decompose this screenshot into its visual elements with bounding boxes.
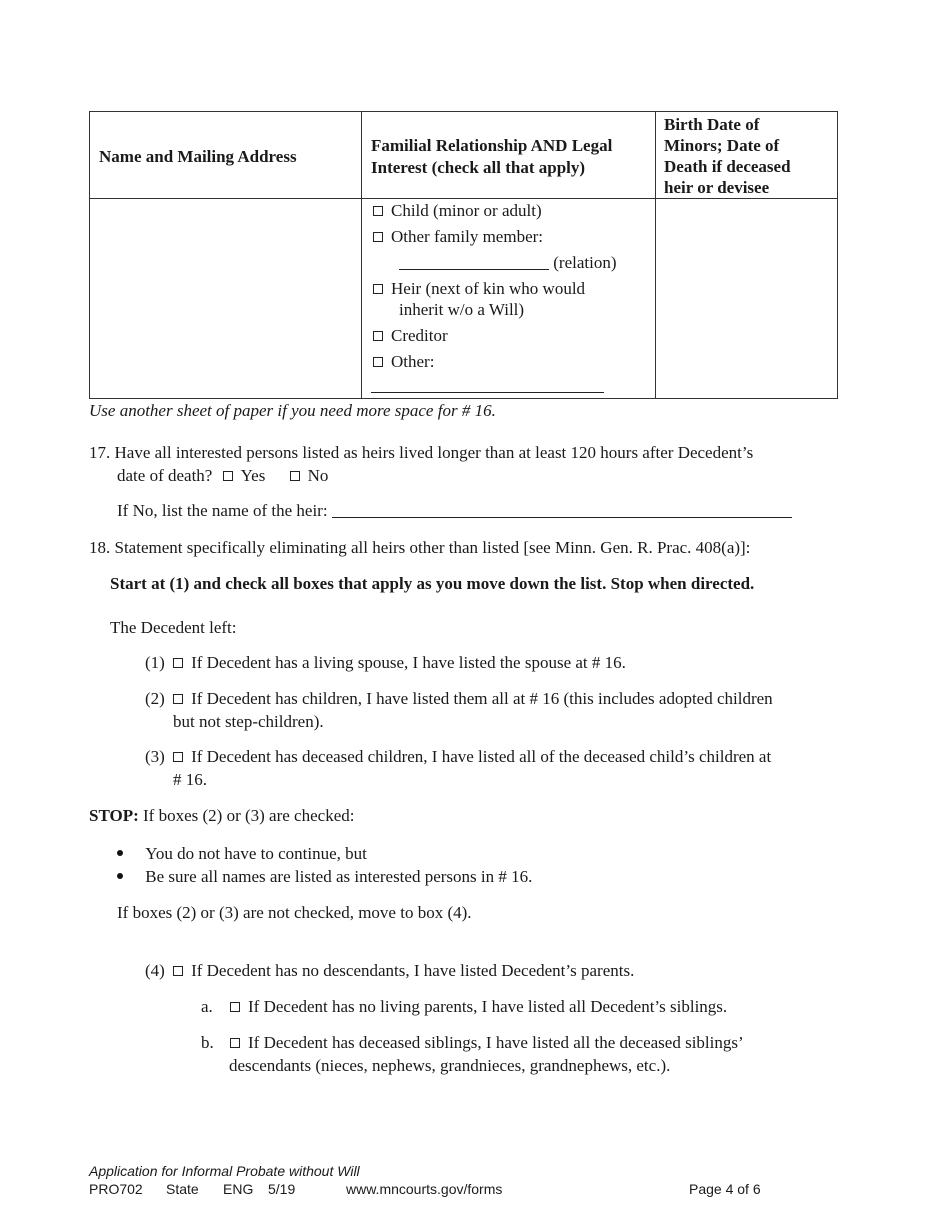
header-relationship-line1: Familial Relationship AND Legal xyxy=(371,136,613,155)
footer-version: 5/19 xyxy=(268,1181,296,1197)
item-3-number: (3) xyxy=(145,747,165,766)
option-other xyxy=(373,350,434,373)
relation-blank[interactable] xyxy=(399,253,549,270)
sub-b-checkbox[interactable] xyxy=(230,1038,240,1048)
q17-line1: 17. Have all interested persons listed as heirs lived longer than at least 120 hours after Decedent’s xyxy=(89,443,754,462)
option-child-label: Child (minor or adult) xyxy=(391,201,542,220)
header-birth-line1: Birth Date of xyxy=(664,115,760,134)
relation-line xyxy=(399,251,617,274)
option-heir xyxy=(373,277,585,300)
header-relationship-line2: Interest (check all that apply) xyxy=(371,158,586,177)
footer-url[interactable]: www.mncourts.gov/forms xyxy=(346,1181,503,1197)
sub-a-text: If Decedent has no living parents, I have listed all Decedent’s siblings. xyxy=(248,997,728,1016)
q17-line2 xyxy=(117,464,328,487)
q18-item-2 xyxy=(145,687,773,710)
sub-b-text-line1: If Decedent has deceased siblings, I have listed all the deceased siblings’ xyxy=(248,1033,744,1052)
item-2-number: (2) xyxy=(145,689,165,708)
q17-no-label: No xyxy=(307,466,329,485)
option-other-family xyxy=(373,225,543,248)
item-4-number: (4) xyxy=(145,961,165,980)
q18-decedent-left: The Decedent left: xyxy=(110,618,237,637)
header-birth-line2: Minors; Date of xyxy=(664,136,780,155)
header-birth-line4: heir or devisee xyxy=(664,178,770,197)
bullet-icon xyxy=(117,873,123,879)
bullet-2-text: Be sure all names are listed as interested persons in # 16. xyxy=(145,867,533,886)
item-2-text-line1: If Decedent has children, I have listed them all at # 16 (this includes adopted children xyxy=(191,689,773,708)
stop-bullet-1 xyxy=(117,842,367,865)
q18-sub-b xyxy=(230,1031,744,1054)
sub-b-label: b. xyxy=(201,1033,214,1052)
bullet-icon xyxy=(117,850,123,856)
q18-sub-a xyxy=(230,995,727,1018)
footer-state: State xyxy=(166,1181,199,1197)
q17-if-no xyxy=(117,499,792,522)
interested-persons-table xyxy=(89,111,838,399)
header-name-address: Name and Mailing Address xyxy=(99,147,297,166)
stop-label: STOP: xyxy=(89,806,139,825)
option-heir-label-line2: inherit w/o a Will) xyxy=(399,300,525,319)
item-1-checkbox[interactable] xyxy=(173,658,183,668)
item-4-checkbox[interactable] xyxy=(173,966,183,976)
other-line xyxy=(371,374,604,397)
name-address-cell[interactable] xyxy=(91,200,359,396)
q18-statement: 18. Statement specifically eliminating all heirs other than listed [see Minn. Gen. R. Prac. 408(a)]: xyxy=(89,538,751,557)
item-3-text-line1: If Decedent has deceased children, I have listed all of the deceased child’s children at xyxy=(191,747,772,766)
q18-item-3 xyxy=(145,745,771,768)
heir-name-blank[interactable] xyxy=(332,501,792,518)
stop-bullet-2 xyxy=(117,865,532,888)
footer-form-code: PRO702 xyxy=(89,1181,143,1197)
footer-language: ENG xyxy=(223,1181,254,1197)
creditor-checkbox[interactable] xyxy=(373,331,383,341)
footer-page-number: Page 4 of 6 xyxy=(689,1181,761,1197)
sub-a-checkbox[interactable] xyxy=(230,1002,240,1012)
option-other-family-label: Other family member: xyxy=(391,227,544,246)
q18-instruction: Start at (1) and check all boxes that apply as you move down the list. Stop when directed. xyxy=(110,574,755,593)
sub-b-text-line2: descendants (nieces, nephews, grandnieces, grandnephews, etc.). xyxy=(229,1056,671,1075)
item-1-number: (1) xyxy=(145,653,165,672)
child-checkbox[interactable] xyxy=(373,206,383,216)
q17-if-no-label: If No, list the name of the heir: xyxy=(117,501,328,520)
option-creditor xyxy=(373,324,448,347)
item-4-text: If Decedent has no descendants, I have listed Decedent’s parents. xyxy=(191,961,635,980)
table-column-divider xyxy=(361,112,362,398)
other-checkbox[interactable] xyxy=(373,357,383,367)
stop-text: If boxes (2) or (3) are checked: xyxy=(143,806,355,825)
q18-item-4 xyxy=(145,959,634,982)
other-blank[interactable] xyxy=(371,376,604,393)
relation-label: (relation) xyxy=(553,253,617,272)
q17-yes-checkbox[interactable] xyxy=(223,471,233,481)
q18-item-1 xyxy=(145,651,626,674)
sub-a-label: a. xyxy=(201,997,213,1016)
item-1-text: If Decedent has a living spouse, I have listed the spouse at # 16. xyxy=(191,653,626,672)
table-column-divider xyxy=(655,112,656,398)
stop-line xyxy=(89,804,354,827)
option-creditor-label: Creditor xyxy=(391,326,448,345)
q17-yes-label: Yes xyxy=(240,466,266,485)
header-birth-line3: Death if deceased xyxy=(664,157,791,176)
heir-checkbox[interactable] xyxy=(373,284,383,294)
item-2-checkbox[interactable] xyxy=(173,694,183,704)
item-2-text-line2: but not step-children). xyxy=(173,712,324,731)
other-family-checkbox[interactable] xyxy=(373,232,383,242)
bullet-1-text: You do not have to continue, but xyxy=(145,844,367,863)
table-note: Use another sheet of paper if you need more space for # 16. xyxy=(89,401,496,420)
q17-no-checkbox[interactable] xyxy=(290,471,300,481)
q17-date-of-death-label: date of death? xyxy=(117,466,213,485)
not-checked-text: If boxes (2) or (3) are not checked, move to box (4). xyxy=(117,903,472,922)
option-heir-label-line1: Heir (next of kin who would xyxy=(391,279,586,298)
birth-death-date-cell[interactable] xyxy=(657,200,835,396)
item-3-text-line2: # 16. xyxy=(173,770,207,789)
item-3-checkbox[interactable] xyxy=(173,752,183,762)
footer-title: Application for Informal Probate without Will xyxy=(89,1163,360,1179)
option-child xyxy=(373,199,542,222)
option-other-label: Other: xyxy=(391,352,435,371)
